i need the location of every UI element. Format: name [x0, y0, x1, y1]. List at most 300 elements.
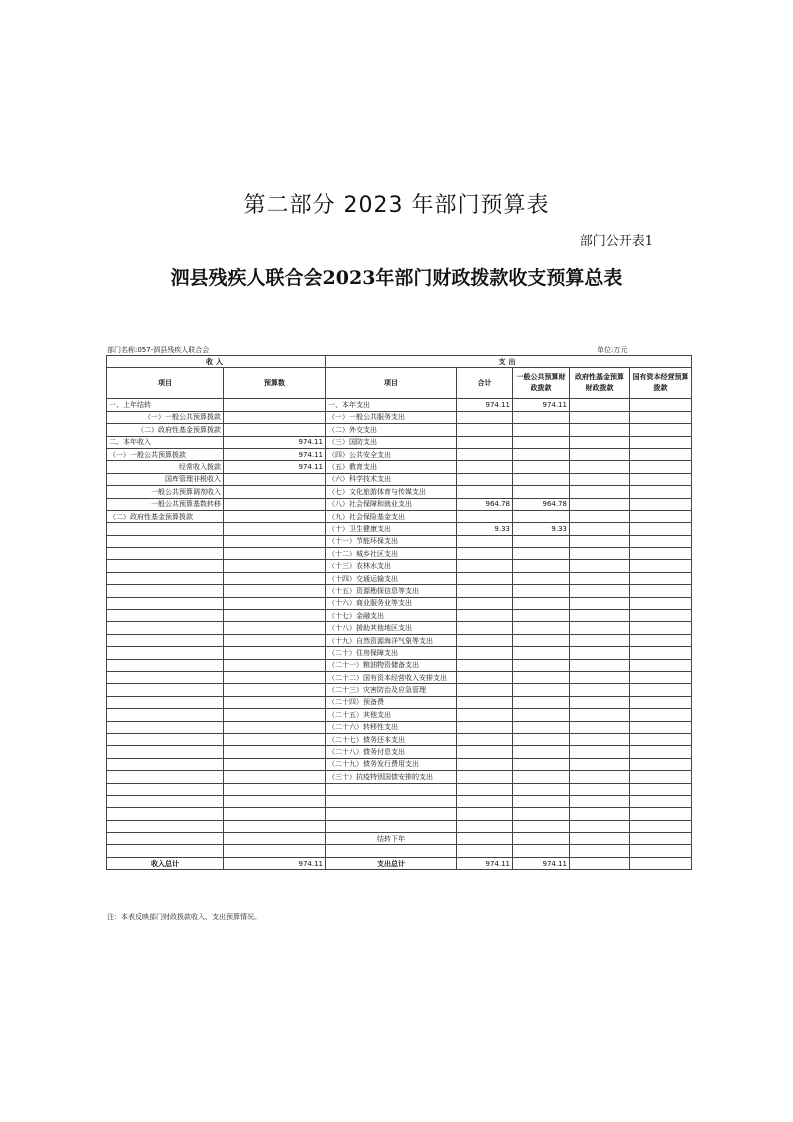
income-item-cell — [107, 845, 224, 857]
income-value-cell — [224, 560, 326, 572]
income-total-label: 收入总计 — [107, 857, 224, 869]
income-value-cell — [224, 424, 326, 436]
fund-budget-cell — [570, 634, 630, 646]
unit-label: 单位:万元 — [597, 346, 628, 354]
fund-budget-cell — [570, 671, 630, 683]
fund-budget-cell — [570, 610, 630, 622]
income-value-cell — [224, 399, 326, 411]
expense-item-cell: （二十六）转移性支出 — [326, 721, 457, 733]
fund-budget-cell — [570, 461, 630, 473]
income-value-cell: 974.11 — [224, 448, 326, 460]
expense-total-cell — [457, 585, 513, 597]
income-value-cell — [224, 572, 326, 584]
expense-header: 支出 — [326, 356, 692, 368]
fund-budget-cell — [570, 696, 630, 708]
table-row — [107, 448, 692, 460]
table-row — [107, 783, 692, 795]
general-budget-cell — [513, 647, 570, 659]
state-capital-cell — [630, 634, 692, 646]
state-capital-cell — [630, 684, 692, 696]
expense-item-cell — [326, 845, 457, 857]
general-budget-cell — [513, 535, 570, 547]
expense-total-cell: 9.33 — [457, 523, 513, 535]
income-value-cell — [224, 733, 326, 745]
fund-budget-cell — [570, 808, 630, 820]
expense-total-cell — [457, 795, 513, 807]
general-budget-cell — [513, 758, 570, 770]
income-item-cell — [107, 820, 224, 832]
income-value-cell: 974.11 — [224, 436, 326, 448]
expense-item-cell — [326, 820, 457, 832]
expense-total-cell — [457, 448, 513, 460]
general-budget-cell — [513, 560, 570, 572]
expense-item-cell: 结转下年 — [326, 833, 457, 845]
income-header: 收入 — [107, 356, 326, 368]
col-fund-budget: 政府性基金预算财政拨款 — [570, 368, 630, 399]
fund-total-value — [570, 857, 630, 869]
expense-item-cell: （七）文化旅游体育与传媒支出 — [326, 486, 457, 498]
income-item-cell — [107, 572, 224, 584]
income-item-cell — [107, 535, 224, 547]
table-row — [107, 622, 692, 634]
table-row — [107, 721, 692, 733]
state-capital-cell — [630, 535, 692, 547]
general-total-value: 974.11 — [513, 857, 570, 869]
general-budget-cell — [513, 622, 570, 634]
expense-total-cell — [457, 671, 513, 683]
table-row — [107, 473, 692, 485]
income-value-cell — [224, 696, 326, 708]
expense-item-cell — [326, 795, 457, 807]
fund-budget-cell — [570, 597, 630, 609]
fund-budget-cell — [570, 783, 630, 795]
fund-budget-cell — [570, 746, 630, 758]
state-capital-cell — [630, 845, 692, 857]
expense-total-cell — [457, 411, 513, 423]
income-item-cell — [107, 647, 224, 659]
expense-item-cell: （二十四）预备费 — [326, 696, 457, 708]
fund-budget-cell — [570, 771, 630, 783]
expense-total-cell — [457, 696, 513, 708]
expense-item-cell: （三十）抗疫特别国债安排的支出 — [326, 771, 457, 783]
fund-budget-cell — [570, 833, 630, 845]
general-budget-cell — [513, 473, 570, 485]
state-capital-cell — [630, 647, 692, 659]
income-item-cell — [107, 733, 224, 745]
fund-budget-cell — [570, 758, 630, 770]
fund-budget-cell — [570, 560, 630, 572]
general-budget-cell — [513, 795, 570, 807]
income-item-cell — [107, 671, 224, 683]
income-value-cell — [224, 510, 326, 522]
expense-item-cell: （十四）交通运输支出 — [326, 572, 457, 584]
income-value-cell — [224, 548, 326, 560]
income-value-cell — [224, 808, 326, 820]
table-row — [107, 709, 692, 721]
fund-budget-cell — [570, 585, 630, 597]
income-item-cell — [107, 721, 224, 733]
expense-total-cell — [457, 486, 513, 498]
income-value-cell — [224, 845, 326, 857]
table-row — [107, 560, 692, 572]
income-value-cell — [224, 610, 326, 622]
income-item-cell: （一）一般公共预算拨款 — [107, 448, 224, 460]
general-budget-cell — [513, 733, 570, 745]
general-budget-cell — [513, 572, 570, 584]
fund-budget-cell — [570, 733, 630, 745]
state-capital-cell — [630, 833, 692, 845]
table-row — [107, 808, 692, 820]
fund-budget-cell — [570, 473, 630, 485]
table-row — [107, 771, 692, 783]
general-budget-cell — [513, 696, 570, 708]
general-budget-cell — [513, 585, 570, 597]
fund-budget-cell — [570, 795, 630, 807]
general-budget-cell — [513, 808, 570, 820]
income-value-cell — [224, 473, 326, 485]
general-budget-cell — [513, 709, 570, 721]
expense-item-cell: （十九）自然资源海洋气象等支出 — [326, 634, 457, 646]
state-capital-cell — [630, 473, 692, 485]
general-budget-cell — [513, 597, 570, 609]
general-budget-cell — [513, 659, 570, 671]
expense-total-cell — [457, 572, 513, 584]
expense-item-cell: （十二）城乡社区支出 — [326, 548, 457, 560]
main-title: 泗县残疾人联合会2023年部门财政拨款收支预算总表 — [170, 267, 623, 289]
income-item-cell — [107, 771, 224, 783]
general-budget-cell — [513, 634, 570, 646]
budget-table — [106, 355, 692, 870]
income-value-cell — [224, 486, 326, 498]
expense-item-cell: （十）卫生健康支出 — [326, 523, 457, 535]
expense-total-cell — [457, 820, 513, 832]
expense-total-cell — [457, 461, 513, 473]
expense-total-cell — [457, 833, 513, 845]
state-total-value — [630, 857, 692, 869]
income-item-cell — [107, 548, 224, 560]
state-capital-cell — [630, 622, 692, 634]
income-item-cell — [107, 597, 224, 609]
state-capital-cell — [630, 523, 692, 535]
state-capital-cell — [630, 510, 692, 522]
general-budget-cell — [513, 833, 570, 845]
table-row — [107, 733, 692, 745]
income-value-cell: 974.11 — [224, 461, 326, 473]
income-value-cell — [224, 783, 326, 795]
table-row — [107, 845, 692, 857]
expense-item-cell: （三）国防支出 — [326, 436, 457, 448]
col-general-budget: 一般公共预算财政拨款 — [513, 368, 570, 399]
state-capital-cell — [630, 448, 692, 460]
expense-total-cell — [457, 659, 513, 671]
expense-total-cell — [457, 436, 513, 448]
state-capital-cell — [630, 795, 692, 807]
income-total-value: 974.11 — [224, 857, 326, 869]
fund-budget-cell — [570, 424, 630, 436]
income-value-cell — [224, 597, 326, 609]
state-capital-cell — [630, 696, 692, 708]
income-item-cell: 二、本年收入 — [107, 436, 224, 448]
state-capital-cell — [630, 585, 692, 597]
table-row — [107, 696, 692, 708]
fund-budget-cell — [570, 647, 630, 659]
expense-total-cell — [457, 548, 513, 560]
general-budget-cell — [513, 436, 570, 448]
expense-item-cell: （十一）节能环保支出 — [326, 535, 457, 547]
table-row — [107, 572, 692, 584]
state-capital-cell — [630, 808, 692, 820]
income-value-cell — [224, 721, 326, 733]
income-item-cell — [107, 783, 224, 795]
income-item-cell — [107, 684, 224, 696]
state-capital-cell — [630, 597, 692, 609]
table-row — [107, 820, 692, 832]
table-row — [107, 634, 692, 646]
state-capital-cell — [630, 721, 692, 733]
state-capital-cell — [630, 659, 692, 671]
state-capital-cell — [630, 746, 692, 758]
fund-budget-cell — [570, 399, 630, 411]
general-budget-cell — [513, 610, 570, 622]
table-row — [107, 585, 692, 597]
table-row — [107, 399, 692, 411]
table-row — [107, 647, 692, 659]
income-item-cell: （一）一般公共预算拨款 — [107, 411, 224, 423]
table-row — [107, 510, 692, 522]
expense-total-cell — [457, 845, 513, 857]
general-budget-cell — [513, 448, 570, 460]
income-value-cell — [224, 758, 326, 770]
fund-budget-cell — [570, 684, 630, 696]
fund-budget-cell — [570, 572, 630, 584]
state-capital-cell — [630, 733, 692, 745]
income-item-cell: （二）政府性基金预算拨款 — [107, 424, 224, 436]
general-budget-cell: 964.78 — [513, 498, 570, 510]
column-header-row — [107, 368, 692, 399]
state-capital-cell — [630, 820, 692, 832]
general-budget-cell — [513, 721, 570, 733]
state-capital-cell — [630, 610, 692, 622]
income-item-cell: 一、上年结转 — [107, 399, 224, 411]
expense-total-cell — [457, 746, 513, 758]
table-row — [107, 833, 692, 845]
expense-total-cell — [457, 771, 513, 783]
fund-budget-cell — [570, 436, 630, 448]
col-state-capital: 国有资本经营预算拨款 — [630, 368, 692, 399]
table-row — [107, 424, 692, 436]
table-row — [107, 597, 692, 609]
income-value-cell — [224, 771, 326, 783]
state-capital-cell — [630, 572, 692, 584]
expense-item-cell: （八）社会保障和就业支出 — [326, 498, 457, 510]
fund-budget-cell — [570, 622, 630, 634]
section-header-row — [107, 356, 692, 368]
income-value-cell — [224, 795, 326, 807]
income-value-cell — [224, 746, 326, 758]
income-item-cell — [107, 795, 224, 807]
income-item-cell — [107, 610, 224, 622]
table-row — [107, 498, 692, 510]
expense-item-cell: （十三）农林水支出 — [326, 560, 457, 572]
income-value-cell — [224, 833, 326, 845]
general-budget-cell — [513, 411, 570, 423]
fund-budget-cell — [570, 486, 630, 498]
part-title: 第二部分 2023 年部门预算表 — [243, 193, 550, 218]
table-row — [107, 411, 692, 423]
table-row — [107, 795, 692, 807]
state-capital-cell — [630, 671, 692, 683]
income-value-cell — [224, 709, 326, 721]
expense-total-label: 支出总计 — [326, 857, 457, 869]
income-value-cell — [224, 659, 326, 671]
income-value-cell — [224, 684, 326, 696]
footnote: 注：本表反映部门财政拨款收入、支出预算情况。 — [107, 913, 261, 921]
income-item-cell — [107, 746, 224, 758]
income-item-cell — [107, 622, 224, 634]
income-item-cell — [107, 523, 224, 535]
expense-total-cell — [457, 758, 513, 770]
col-expense-total: 合计 — [457, 368, 513, 399]
expense-total-cell — [457, 424, 513, 436]
general-budget-cell — [513, 510, 570, 522]
general-budget-cell — [513, 424, 570, 436]
expense-item-cell: （四）公共安全支出 — [326, 448, 457, 460]
expense-item-cell — [326, 808, 457, 820]
expense-total-cell — [457, 560, 513, 572]
expense-item-cell — [326, 783, 457, 795]
expense-item-cell: （二十）住房保障支出 — [326, 647, 457, 659]
general-budget-cell — [513, 845, 570, 857]
expense-item-cell: （十六）商业服务业等支出 — [326, 597, 457, 609]
table-row — [107, 523, 692, 535]
fund-budget-cell — [570, 535, 630, 547]
total-row — [107, 857, 692, 869]
expense-item-cell: （九）社会保险基金支出 — [326, 510, 457, 522]
state-capital-cell — [630, 486, 692, 498]
expense-total-cell: 964.78 — [457, 498, 513, 510]
income-value-cell — [224, 647, 326, 659]
expense-item-cell: （六）科学技术支出 — [326, 473, 457, 485]
fund-budget-cell — [570, 709, 630, 721]
income-item-cell: 国库管理非税收入 — [107, 473, 224, 485]
expense-total-cell — [457, 510, 513, 522]
expense-item-cell: （五）教育支出 — [326, 461, 457, 473]
expense-item-cell: （二十五）其他支出 — [326, 709, 457, 721]
income-item-cell: 经常收入拨款 — [107, 461, 224, 473]
expense-total-cell — [457, 808, 513, 820]
income-value-cell — [224, 671, 326, 683]
expense-total-cell — [457, 709, 513, 721]
expense-item-cell: （二）外交支出 — [326, 424, 457, 436]
fund-budget-cell — [570, 845, 630, 857]
expense-total-cell — [457, 610, 513, 622]
fund-budget-cell — [570, 523, 630, 535]
department-label: 部门名称:057-泗县残疾人联合会 — [107, 346, 210, 354]
income-value-cell — [224, 820, 326, 832]
table-row — [107, 758, 692, 770]
expense-total-cell — [457, 622, 513, 634]
general-budget-cell — [513, 746, 570, 758]
expense-item-cell: （一）一般公共服务支出 — [326, 411, 457, 423]
table-row — [107, 461, 692, 473]
col-expense-item: 项目 — [326, 368, 457, 399]
expense-total-cell — [457, 473, 513, 485]
expense-item-cell: （二十八）债务付息支出 — [326, 746, 457, 758]
income-value-cell — [224, 411, 326, 423]
income-value-cell — [224, 535, 326, 547]
general-budget-cell — [513, 771, 570, 783]
general-budget-cell — [513, 461, 570, 473]
general-budget-cell — [513, 671, 570, 683]
state-capital-cell — [630, 548, 692, 560]
general-budget-cell — [513, 820, 570, 832]
expense-total-cell: 974.11 — [457, 399, 513, 411]
col-income-item: 项目 — [107, 368, 224, 399]
state-capital-cell — [630, 771, 692, 783]
general-budget-cell — [513, 548, 570, 560]
expense-item-cell: （二十一）粮油物资储备支出 — [326, 659, 457, 671]
income-item-cell — [107, 560, 224, 572]
col-income-budget: 预算数 — [224, 368, 326, 399]
state-capital-cell — [630, 498, 692, 510]
income-value-cell — [224, 622, 326, 634]
expense-item-cell: （二十九）债务发行费用支出 — [326, 758, 457, 770]
state-capital-cell — [630, 461, 692, 473]
income-item-cell: 一般公共预算调剂收入 — [107, 486, 224, 498]
income-item-cell — [107, 634, 224, 646]
table-row — [107, 671, 692, 683]
expense-item-cell: 一、本年支出 — [326, 399, 457, 411]
state-capital-cell — [630, 424, 692, 436]
fund-budget-cell — [570, 411, 630, 423]
expense-total-cell — [457, 783, 513, 795]
table-number: 部门公开表1 — [579, 234, 653, 249]
income-item-cell — [107, 833, 224, 845]
expense-item-cell: （二十二）国有资本经营收入安排支出 — [326, 671, 457, 683]
income-item-cell — [107, 585, 224, 597]
expense-item-cell: （二十七）债务还本支出 — [326, 733, 457, 745]
general-budget-cell — [513, 783, 570, 795]
fund-budget-cell — [570, 721, 630, 733]
expense-total-cell — [457, 535, 513, 547]
income-item-cell: （二）政府性基金预算拨款 — [107, 510, 224, 522]
fund-budget-cell — [570, 448, 630, 460]
general-budget-cell — [513, 486, 570, 498]
expense-total-value: 974.11 — [457, 857, 513, 869]
expense-total-cell — [457, 733, 513, 745]
income-item-cell — [107, 659, 224, 671]
fund-budget-cell — [570, 820, 630, 832]
expense-item-cell: （十八）援助其他地区支出 — [326, 622, 457, 634]
fund-budget-cell — [570, 510, 630, 522]
fund-budget-cell — [570, 659, 630, 671]
expense-total-cell — [457, 597, 513, 609]
income-value-cell — [224, 634, 326, 646]
general-budget-cell: 974.11 — [513, 399, 570, 411]
expense-total-cell — [457, 634, 513, 646]
fund-budget-cell — [570, 548, 630, 560]
state-capital-cell — [630, 399, 692, 411]
table-row — [107, 684, 692, 696]
income-value-cell — [224, 523, 326, 535]
expense-item-cell: （二十三）灾害防治及应急管理 — [326, 684, 457, 696]
expense-total-cell — [457, 684, 513, 696]
table-row — [107, 486, 692, 498]
state-capital-cell — [630, 783, 692, 795]
state-capital-cell — [630, 758, 692, 770]
income-value-cell — [224, 585, 326, 597]
expense-total-cell — [457, 721, 513, 733]
